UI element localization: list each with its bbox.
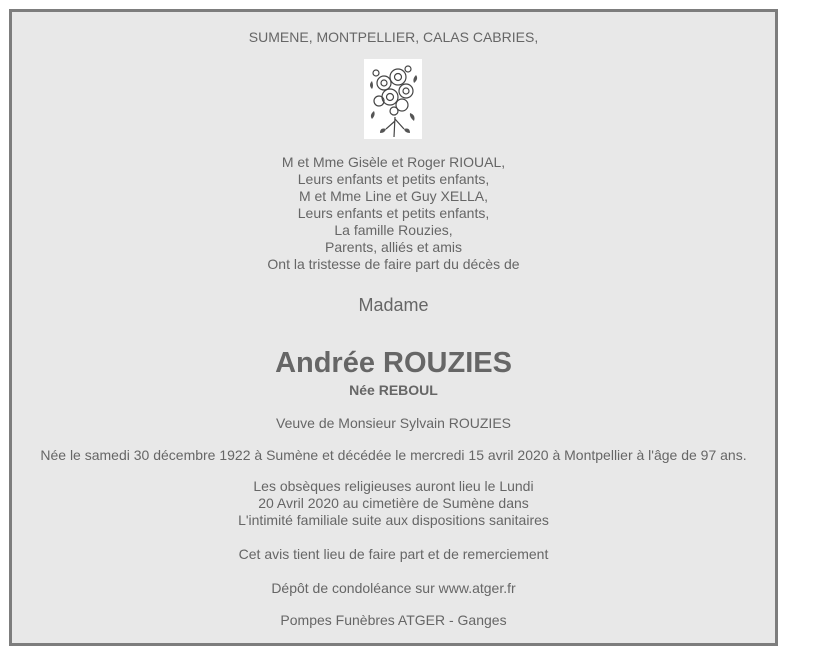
family-line-1: M et Mme Gisèle et Roger RIOUAL, [281,154,506,170]
obituary-notice [9,9,778,646]
family-line-6: Parents, alliés et amis [325,239,462,255]
family-line-3: M et Mme Line et Guy XELLA, [298,188,489,204]
flower-bouquet-icon [364,59,422,139]
family-line-4: Leurs enfants et petits enfants, [297,205,490,221]
widow-line: Veuve de Monsieur Sylvain ROUZIES [276,415,511,431]
family-line-2: Leurs enfants et petits enfants, [297,171,490,187]
funeral-line-2: 20 Avril 2020 au cimetière de Sumène dans [258,495,529,511]
funeral-home-line: Pompes Funèbres ATGER - Ganges [280,612,507,628]
title-madame: Madame [358,295,429,315]
deceased-name: Andrée ROUZIES [275,347,512,379]
condolences-line: Dépôt de condoléance sur www.atger.fr [271,580,516,596]
funeral-line-3: L'intimité familiale suite aux dispositions sanitaires [238,512,549,528]
family-line-7: Ont la tristesse de faire part du décès de [267,256,520,272]
dates-line: Née le samedi 30 décembre 1922 à Sumène et décédée le mercredi 15 avril 2020 à Montpellier à l'âge de 97 ans. [40,447,747,463]
family-line-5: La famille Rouzies, [334,222,453,238]
notice-line: Cet avis tient lieu de faire part et de remerciement [238,546,549,562]
funeral-line-1: Les obsèques religieuses auront lieu le Lundi [253,478,534,494]
maiden-name: Née REBOUL [349,382,438,398]
cities-line: SUMENE, MONTPELLIER, CALAS CABRIES, [248,29,539,45]
